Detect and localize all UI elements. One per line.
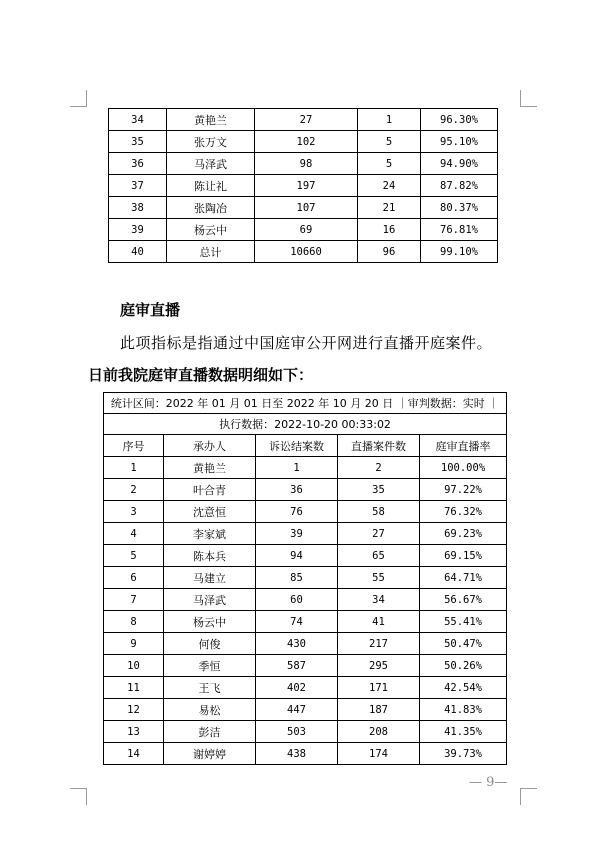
index-cell: 38 <box>109 197 167 219</box>
count-cell: 74 <box>256 611 338 633</box>
rate-cell: 55.41% <box>420 611 507 633</box>
exec-data-row <box>104 414 507 435</box>
rate-cell: 100.00% <box>420 457 507 479</box>
count-cell: 1 <box>256 457 338 479</box>
index-cell: 7 <box>104 589 164 611</box>
handler-cell: 马泽武 <box>167 153 255 175</box>
index-cell: 8 <box>104 611 164 633</box>
count-cell: 5 <box>358 153 421 175</box>
header-closed-cases: 诉讼结案数 <box>256 435 338 457</box>
live-broadcast-table <box>103 392 507 765</box>
count-cell: 187 <box>338 699 420 721</box>
rate-cell: 50.47% <box>420 633 507 655</box>
table-row <box>109 197 498 219</box>
count-cell: 21 <box>358 197 421 219</box>
header-index: 序号 <box>104 435 164 457</box>
handler-cell: 何俊 <box>164 633 256 655</box>
count-cell: 587 <box>256 655 338 677</box>
index-cell: 14 <box>104 743 164 765</box>
index-cell: 1 <box>104 457 164 479</box>
count-cell: 102 <box>255 131 358 153</box>
table-row <box>104 545 507 567</box>
page-number: — 9— <box>469 775 508 790</box>
rate-cell: 99.10% <box>421 241 498 263</box>
count-cell: 41 <box>338 611 420 633</box>
count-cell: 438 <box>256 743 338 765</box>
crop-mark-top-right <box>520 90 537 107</box>
count-cell: 69 <box>255 219 358 241</box>
section-paragraph: 此项指标是指通过中国庭审公开网进行直播开庭案件。 <box>120 334 493 352</box>
rate-cell: 42.54% <box>420 677 507 699</box>
table-row <box>104 567 507 589</box>
count-cell: 65 <box>338 545 420 567</box>
index-cell: 37 <box>109 175 167 197</box>
index-cell: 36 <box>109 153 167 175</box>
count-cell: 107 <box>255 197 358 219</box>
index-cell: 35 <box>109 131 167 153</box>
rate-cell: 87.82% <box>421 175 498 197</box>
section-heading: 庭审直播 <box>120 301 181 319</box>
index-cell: 3 <box>104 501 164 523</box>
section-intro-line: 日前我院庭审直播数据明细如下： <box>88 366 314 384</box>
table-row <box>104 501 507 523</box>
index-cell: 11 <box>104 677 164 699</box>
handler-cell: 马建立 <box>164 567 256 589</box>
handler-cell: 张万文 <box>167 131 255 153</box>
index-cell: 34 <box>109 109 167 131</box>
handler-cell: 王飞 <box>164 677 256 699</box>
handler-cell: 黄艳兰 <box>164 457 256 479</box>
count-cell: 171 <box>338 677 420 699</box>
judge-stats-table-continued <box>108 108 498 263</box>
count-cell: 55 <box>338 567 420 589</box>
table-header-row <box>104 435 507 457</box>
header-handler: 承办人 <box>164 435 256 457</box>
count-cell: 24 <box>358 175 421 197</box>
table-row <box>104 699 507 721</box>
table-row <box>109 131 498 153</box>
rate-cell: 95.10% <box>421 131 498 153</box>
rate-cell: 76.32% <box>420 501 507 523</box>
handler-cell: 总计 <box>167 241 255 263</box>
stats-range-row <box>104 393 507 414</box>
count-cell: 402 <box>256 677 338 699</box>
handler-cell: 彭洁 <box>164 721 256 743</box>
count-cell: 197 <box>255 175 358 197</box>
exec-data-cell: 执行数据：2022-10-20 00:33:02 <box>104 414 507 435</box>
count-cell: 36 <box>256 479 338 501</box>
count-cell: 447 <box>256 699 338 721</box>
table-row <box>104 479 507 501</box>
table-row <box>104 655 507 677</box>
crop-mark-bottom-left <box>70 788 87 805</box>
handler-cell: 杨云中 <box>167 219 255 241</box>
table-row <box>104 611 507 633</box>
table-row <box>109 241 498 263</box>
handler-cell: 张陶冶 <box>167 197 255 219</box>
table-row <box>104 589 507 611</box>
header-live-cases: 直播案件数 <box>338 435 420 457</box>
table-row <box>109 109 498 131</box>
table-row <box>104 677 507 699</box>
handler-cell: 谢婷婷 <box>164 743 256 765</box>
index-cell: 40 <box>109 241 167 263</box>
table-row <box>109 219 498 241</box>
handler-cell: 陈让礼 <box>167 175 255 197</box>
handler-cell: 季恒 <box>164 655 256 677</box>
handler-cell: 杨云中 <box>164 611 256 633</box>
count-cell: 85 <box>256 567 338 589</box>
rate-cell: 97.22% <box>420 479 507 501</box>
handler-cell: 沈意恒 <box>164 501 256 523</box>
rate-cell: 50.26% <box>420 655 507 677</box>
rate-cell: 39.73% <box>420 743 507 765</box>
handler-cell: 陈本兵 <box>164 545 256 567</box>
rate-cell: 94.90% <box>421 153 498 175</box>
count-cell: 34 <box>338 589 420 611</box>
count-cell: 96 <box>358 241 421 263</box>
handler-cell: 李家斌 <box>164 523 256 545</box>
rate-cell: 76.81% <box>421 219 498 241</box>
index-cell: 6 <box>104 567 164 589</box>
rate-cell: 80.37% <box>421 197 498 219</box>
handler-cell: 易松 <box>164 699 256 721</box>
stats-range-cell: 统计区间：2022 年 01 月 01 日至 2022 年 10 月 20 日 ｜审判数据：实时 ｜ <box>104 393 507 414</box>
count-cell: 27 <box>255 109 358 131</box>
handler-cell: 黄艳兰 <box>167 109 255 131</box>
count-cell: 39 <box>256 523 338 545</box>
table-row <box>104 523 507 545</box>
header-live-rate: 庭审直播率 <box>420 435 507 457</box>
handler-cell: 马泽武 <box>164 589 256 611</box>
count-cell: 35 <box>338 479 420 501</box>
table-row <box>104 633 507 655</box>
table-row <box>104 721 507 743</box>
rate-cell: 69.23% <box>420 523 507 545</box>
count-cell: 76 <box>256 501 338 523</box>
crop-mark-top-left <box>70 90 87 107</box>
rate-cell: 96.30% <box>421 109 498 131</box>
count-cell: 5 <box>358 131 421 153</box>
count-cell: 58 <box>338 501 420 523</box>
count-cell: 217 <box>338 633 420 655</box>
rate-cell: 64.71% <box>420 567 507 589</box>
table-row <box>104 743 507 765</box>
index-cell: 12 <box>104 699 164 721</box>
index-cell: 9 <box>104 633 164 655</box>
count-cell: 27 <box>338 523 420 545</box>
handler-cell: 叶合青 <box>164 479 256 501</box>
index-cell: 4 <box>104 523 164 545</box>
count-cell: 208 <box>338 721 420 743</box>
index-cell: 5 <box>104 545 164 567</box>
count-cell: 60 <box>256 589 338 611</box>
index-cell: 39 <box>109 219 167 241</box>
count-cell: 503 <box>256 721 338 743</box>
table-row <box>109 175 498 197</box>
count-cell: 16 <box>358 219 421 241</box>
count-cell: 98 <box>255 153 358 175</box>
rate-cell: 69.15% <box>420 545 507 567</box>
rate-cell: 41.83% <box>420 699 507 721</box>
count-cell: 1 <box>358 109 421 131</box>
count-cell: 430 <box>256 633 338 655</box>
count-cell: 94 <box>256 545 338 567</box>
count-cell: 10660 <box>255 241 358 263</box>
rate-cell: 56.67% <box>420 589 507 611</box>
index-cell: 13 <box>104 721 164 743</box>
table-row <box>109 153 498 175</box>
index-cell: 10 <box>104 655 164 677</box>
table-row <box>104 457 507 479</box>
crop-mark-bottom-right <box>520 788 537 805</box>
count-cell: 174 <box>338 743 420 765</box>
count-cell: 2 <box>338 457 420 479</box>
count-cell: 295 <box>338 655 420 677</box>
index-cell: 2 <box>104 479 164 501</box>
rate-cell: 41.35% <box>420 721 507 743</box>
